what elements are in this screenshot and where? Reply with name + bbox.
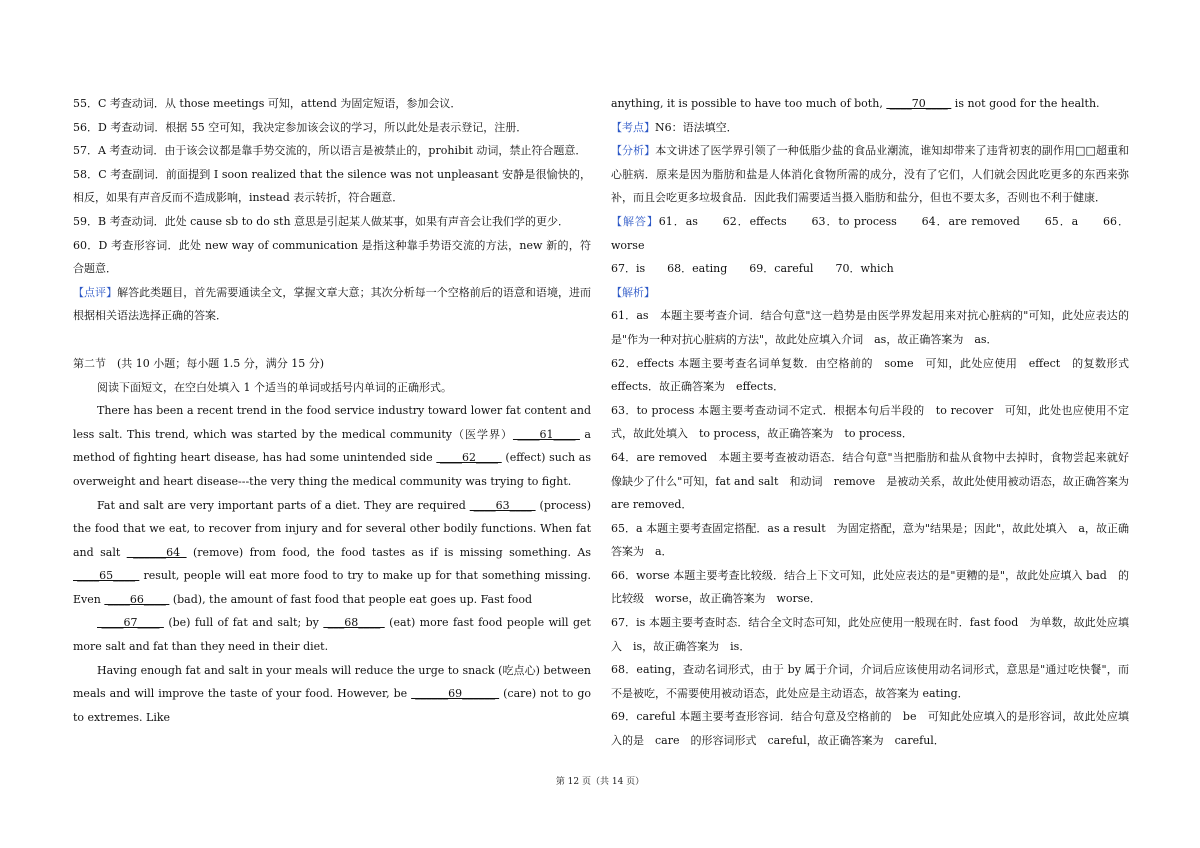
kaodian-text: N6：语法填空． <box>655 120 738 134</box>
jieda-line-1: 61．as 62．effects 63．to process 64．are removed 65．a 66．worse <box>611 214 1129 252</box>
blank-66: ____66____ <box>104 592 170 606</box>
blank-69: ______69______ <box>411 687 500 701</box>
explanation-65: 65．a 本题主要考查固定搭配．as a result 为固定搭配，意为"结果是；因此"，故此处填入 a，故正确答案为 a． <box>611 521 1129 559</box>
blank-68: ___68____ <box>323 616 385 630</box>
instruction: 阅读下面短文，在空白处填入 1 个适当的单词或括号内单词的正确形式。 <box>97 380 452 394</box>
section-heading: 第二节 (共 10 小题；每小题 1.5 分，满分 15 分) <box>73 356 325 370</box>
passage-text: (effect) such as overweight and heart disease---the very thing the medical community was trying to fight. <box>73 451 591 488</box>
blank-63: ____63____ <box>469 498 536 512</box>
answer-59: 59．B 考查动词．此处 cause sb to do sth 意思是引起某人做某事，如果有声音会让我们学的更少． <box>73 214 570 228</box>
explanation-69: 69．careful 本题主要考查形容词．结合句意及空格前的 be 可知此处应填入的是形容词，故此处应填入的是 care 的形容词形式 careful，故正确答案为 careful． <box>611 710 1129 748</box>
blank-70: ____70____ <box>886 97 952 110</box>
jieda-line-2: 67．is 68．eating 69．careful 70．which <box>611 262 894 276</box>
passage-paragraph-1 <box>73 399 591 493</box>
passage-continuation <box>611 92 1129 116</box>
explanation-61: 61．as 本题主要考查介词．结合句意"这一趋势是由医学界发起用来对抗心脏病的"可知，此处应表达的是"作为一种对抗心脏病的方法"，故此处应填入介词 as，故正确答案为 as． <box>611 309 1129 346</box>
passage-paragraph-2 <box>73 494 591 612</box>
explanation-68: 68．eating，查动名词形式，由于 by 属于介词，介词后应该使用动名词形式，意思是"通过吃快餐"，而不是被吃，不需要使用被动语态，此处应是主动语态，故答案为 eating． <box>611 663 1129 700</box>
kaodian-tag: 【考点】 <box>611 120 655 134</box>
left-column <box>73 92 591 729</box>
dianping-text: 解答此类题目，首先需要通读全文，掌握文章大意；其次分析每一个空格前后的语意和语境，进而根据相关语法选择正确的答案． <box>73 285 592 323</box>
blank-65: ____65____ <box>73 569 140 583</box>
dianping-tag: 【点评】 <box>73 285 118 299</box>
kaodian <box>611 116 1129 140</box>
page-footer: 第 12 页（共 14 页） <box>555 777 645 787</box>
passage-text: There has been a recent trend in the food service industry toward lower fat content and less salt. This trend, which was started by the medical community（医学界） <box>73 404 591 441</box>
explanation-63: 63．to process 本题主要考查动词不定式．根据本句后半段的 to recover 可知，此处也应使用不定式，故此处填入 to process，故正确答案为 to process． <box>611 403 1129 441</box>
passage-paragraph-4 <box>73 659 591 730</box>
right-column <box>611 92 1140 753</box>
passage-text: Fat and salt are very important parts of a diet. They are required <box>97 498 470 512</box>
fenxi <box>611 139 1129 210</box>
passage-paragraph-3 <box>73 611 591 658</box>
dianping <box>73 281 591 328</box>
spacer <box>73 328 591 352</box>
passage-text: (process) the food that we eat, to recover from injury and for several other bodily functions. When fat and salt <box>73 498 591 559</box>
explanation-64: 64．are removed 本题主要考查被动语态．结合句意"当把脂肪和盐从食物中去掉时，食物尝起来就好像缺少了什么"可知，fat and salt 和动词 remove 是被动关系，故此处使用被动语态，故正确答案为 are removed． <box>611 450 1140 512</box>
passage-text: a method of fighting heart disease, has had some unintended side <box>73 427 591 465</box>
jieda <box>611 210 1129 257</box>
explanation-66: 66．worse 本题主要考查比较级．结合上下文可知，此处应表达的是"更糟的是"，故此处应填入 bad 的比较级 worse，故正确答案为 worse． <box>611 568 1129 606</box>
passage-text: Having enough fat and salt in your meals will reduce the urge to snack (吃点心) between meals and will improve the taste of your food. However, be <box>73 663 591 701</box>
passage-text: (bad), the amount of fast food that people eat goes up. Fast food <box>169 592 533 606</box>
answer-57: 57．A 考查动词．由于该会议都是靠手势交流的，所以语言是被禁止的，prohibit 动词，禁止符合题意． <box>73 144 587 158</box>
blank-61: ____61____ <box>512 427 580 441</box>
passage-text: is not good for the health. <box>951 97 1100 110</box>
explanation-67: 67．is 本题主要考查时态．结合全文时态可知，此处应使用一般现在时．fast food 为单数，故此处应填入 is，故正确答案为 is． <box>611 616 1129 653</box>
passage-text: (remove) from food, the food tastes as if is missing something. As <box>186 545 591 559</box>
fenxi-tag: 【分析】 <box>611 144 656 158</box>
passage-text: (be) full of fat and salt; by <box>163 616 324 630</box>
answer-56: 56．D 考查动词．根据 55 空可知，我决定参加该会议的学习，所以此处是表示登记，注册． <box>73 120 528 134</box>
answer-58: 58．C 考查副词．前面提到 I soon realized that the silence was not unpleasant 安静是很愉快的，相反，如果有声音反而不造成影响，instead 表示转折，符合题意． <box>73 167 591 205</box>
answer-60: 60．D 考查形容词．此处 new way of communication 是指这种靠手势语交流的方法，new 新的，符合题意． <box>73 238 591 276</box>
blank-62: ____62____ <box>436 451 502 465</box>
passage-text: anything, it is possible to have too much of both, <box>611 97 887 110</box>
passage-text: result, people will eat more food to try to make up for that something missing. Even <box>73 569 591 606</box>
passage-text: (eat) more fast food people will get more salt and fat than they need in their diet. <box>73 616 591 654</box>
fenxi-text: 本文讲述了医学界引领了一种低脂少盐的食品业潮流，谁知却带来了违背初衷的副作用□□超重和心脏病．原来是因为脂肪和盐是人体消化食物所需的成分，没有了它们，人们就会因此吃更多的东西来弥补，而且会吃更多垃圾食品．因此我们需要适当摄入脂肪和盐分，但也不要太多，否则也不利于健康． <box>611 144 1129 205</box>
passage-text: (care) not to go to extremes. Like <box>73 687 592 724</box>
blank-67: ____67____ <box>97 616 164 630</box>
blank-64: ______64 <box>126 545 187 559</box>
explanation-62: 62．effects 本题主要考查名词单复数．由空格前的 some 可知，此处应使用 effect 的复数形式 effects．故正确答案为 effects． <box>611 356 1129 394</box>
jieda-tag: 【解答】 <box>611 214 659 228</box>
answer-55: 55．C 考查动词．从 those meetings 可知，attend 为固定短语，参加会议． <box>73 97 462 110</box>
jiexi-tag: 【解析】 <box>611 285 655 299</box>
